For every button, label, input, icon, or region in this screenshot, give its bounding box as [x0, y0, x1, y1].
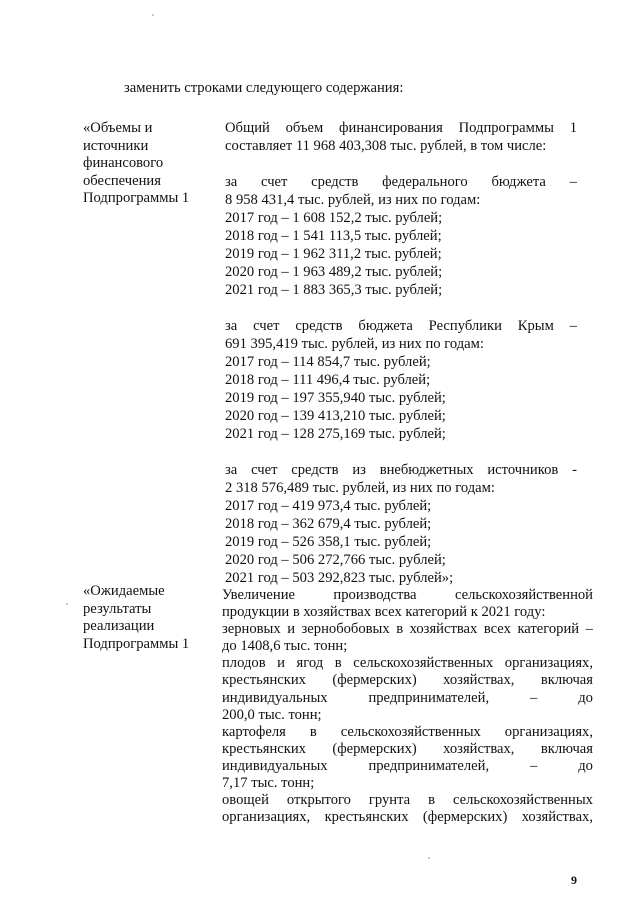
word: сельскохозяйственных — [340, 723, 481, 740]
justified-line — [225, 461, 577, 479]
word: – — [530, 757, 538, 774]
scan-speck — [66, 603, 68, 605]
word: 1 — [569, 120, 577, 136]
word: в — [396, 621, 404, 638]
word: предпринимателей, — [368, 757, 490, 774]
word: за — [225, 462, 238, 478]
word: крестьянских — [222, 740, 306, 757]
year-line: 2017 год – 1 608 152,2 тыс. рублей; — [225, 210, 443, 226]
word: категорий — [517, 621, 580, 638]
word: Увеличение — [222, 587, 295, 603]
word: счет — [261, 174, 288, 190]
word: сельскохозяйственной — [454, 587, 593, 603]
row2-content — [222, 587, 593, 826]
word: открытого — [286, 792, 351, 809]
row2-label-line: «Ожидаемые — [83, 583, 165, 599]
year-line: 2018 год – 362 679,4 тыс. рублей; — [225, 516, 432, 532]
year-line: 2017 год – 114 854,7 тыс. рублей; — [225, 354, 431, 370]
justified-line — [222, 587, 593, 604]
text-line: 7,17 тыс. тонн; — [222, 775, 315, 792]
extra-paragraph — [225, 461, 577, 587]
row2-label-line: Подпрограммы 1 — [83, 635, 190, 652]
word: хозяйствах, — [443, 740, 515, 757]
justified-line — [225, 173, 577, 191]
justified-line — [225, 119, 577, 137]
word: – — [585, 621, 593, 638]
justified-line — [222, 758, 593, 775]
word: организациях, — [222, 809, 311, 826]
word: ягод — [296, 655, 324, 672]
word: овощей — [222, 792, 269, 809]
crimea-paragraph — [225, 317, 577, 443]
intro-text: заменить строками следующего содержания: — [124, 80, 404, 96]
justified-line — [222, 655, 593, 672]
word: (фермерских) — [422, 809, 508, 826]
word: объем — [285, 120, 324, 136]
word: средств — [291, 462, 339, 478]
word: (фермерских) — [332, 672, 417, 689]
word: до — [578, 689, 593, 706]
word: – — [569, 174, 577, 190]
text-line: составляет 11 968 403,308 тыс. рублей, в том числе: — [225, 138, 547, 154]
word: включая — [540, 740, 593, 757]
year-line: 2020 год – 506 272,766 тыс. рублей; — [225, 552, 446, 568]
word: хозяйствах, — [521, 809, 593, 826]
justified-line — [222, 690, 593, 707]
word: внебюджетных — [379, 462, 474, 478]
word: в — [309, 723, 317, 740]
text-line: 691 395,419 тыс. рублей, из них по годам: — [225, 336, 484, 352]
word: хозяйствах — [409, 621, 478, 638]
word: за — [225, 174, 238, 190]
year-line: 2019 год – 526 358,1 тыс. рублей; — [225, 534, 432, 550]
text-line: 8 958 431,4 тыс. рублей, из них по годам: — [225, 192, 481, 208]
row1-label-line: Подпрограммы 1 — [83, 190, 190, 206]
word: Республики — [428, 318, 502, 334]
word: всех — [483, 621, 511, 638]
word: крестьянских — [222, 672, 306, 689]
year-line: 2017 год – 419 973,4 тыс. рублей; — [225, 498, 432, 514]
word: бюджета — [491, 174, 546, 190]
year-line: 2020 год – 139 413,210 тыс. рублей; — [225, 408, 446, 424]
justified-line — [222, 672, 593, 689]
word: производства — [333, 587, 417, 603]
word: плодов — [222, 655, 266, 672]
word: - — [572, 462, 577, 478]
page-number: 9 — [571, 873, 577, 887]
text-line: продукции в хозяйствах всех категорий к 2021 году: — [222, 604, 546, 621]
word: организациях, — [504, 723, 593, 740]
row2-label-line: реализации — [83, 618, 155, 634]
word: Крым — [517, 318, 554, 334]
year-line: 2019 год – 1 962 311,2 тыс. рублей; — [225, 246, 442, 262]
word: в — [334, 655, 342, 672]
word: и — [287, 621, 295, 638]
word: счет — [251, 462, 278, 478]
word: крестьянских — [324, 809, 409, 826]
row1-label — [83, 120, 213, 208]
word: организациях, — [504, 655, 593, 672]
year-line: 2021 год – 1 883 365,3 тыс. рублей; — [225, 282, 443, 298]
word: бюджета — [358, 318, 413, 334]
justified-line — [225, 317, 577, 335]
row1-label-line: источники — [83, 137, 149, 154]
word: – — [569, 318, 577, 334]
word: сельскохозяйственных — [452, 792, 593, 809]
word: Подпрограммы — [458, 120, 554, 136]
word: за — [225, 318, 238, 334]
text-line: до 1408,6 тыс. тонн; — [222, 638, 348, 655]
word: зерновых — [222, 621, 281, 638]
justified-line — [222, 809, 593, 826]
justified-line — [222, 724, 593, 741]
row1-content — [225, 119, 577, 587]
year-line: 2019 год – 197 355,940 тыс. рублей; — [225, 390, 446, 406]
word: средств — [311, 174, 359, 190]
word: включая — [540, 672, 593, 689]
text-line: 2 318 576,489 тыс. рублей, из них по годам: — [225, 480, 495, 496]
word: и — [277, 655, 285, 672]
justified-line — [222, 741, 593, 758]
word: федерального — [382, 174, 468, 190]
word: счет — [253, 318, 280, 334]
word: (фермерских) — [332, 740, 417, 757]
word: индивидуальных — [222, 757, 328, 774]
federal-paragraph — [225, 173, 577, 299]
justified-line — [222, 792, 593, 809]
word: из — [352, 462, 366, 478]
year-line: 2020 год – 1 963 489,2 тыс. рублей; — [225, 264, 443, 280]
word: предпринимателей, — [368, 689, 490, 706]
word: средств — [295, 318, 343, 334]
row1-label-line: финансового — [83, 155, 164, 171]
word: индивидуальных — [222, 689, 328, 706]
word: – — [530, 689, 538, 706]
year-line: 2021 год – 128 275,169 тыс. рублей; — [225, 426, 446, 442]
word: зернобобовых — [301, 621, 390, 638]
justified-line — [222, 621, 593, 638]
total-paragraph — [225, 119, 577, 155]
word: грунта — [368, 792, 411, 809]
scan-speck — [428, 857, 430, 859]
word: хозяйствах, — [443, 672, 515, 689]
year-line: 2018 год – 1 541 113,5 тыс. рублей; — [225, 228, 442, 244]
year-line: 2021 год – 503 292,823 тыс. рублей»; — [225, 570, 454, 586]
row1-label-line: «Объемы и — [83, 120, 153, 136]
word: Общий — [225, 120, 270, 136]
scan-speck — [152, 14, 154, 16]
word: финансирования — [339, 120, 443, 136]
word: до — [578, 757, 593, 774]
word: картофеля — [222, 723, 286, 740]
row2-label-line: результаты — [83, 600, 152, 617]
word: сельскохозяйственных — [353, 655, 494, 672]
word: источников — [487, 462, 559, 478]
text-line: 200,0 тыс. тонн; — [222, 706, 322, 723]
row1-label-line: обеспечения — [83, 172, 161, 189]
row2-label — [83, 583, 213, 653]
word: в — [428, 792, 435, 809]
year-line: 2018 год – 111 496,4 тыс. рублей; — [225, 372, 431, 388]
